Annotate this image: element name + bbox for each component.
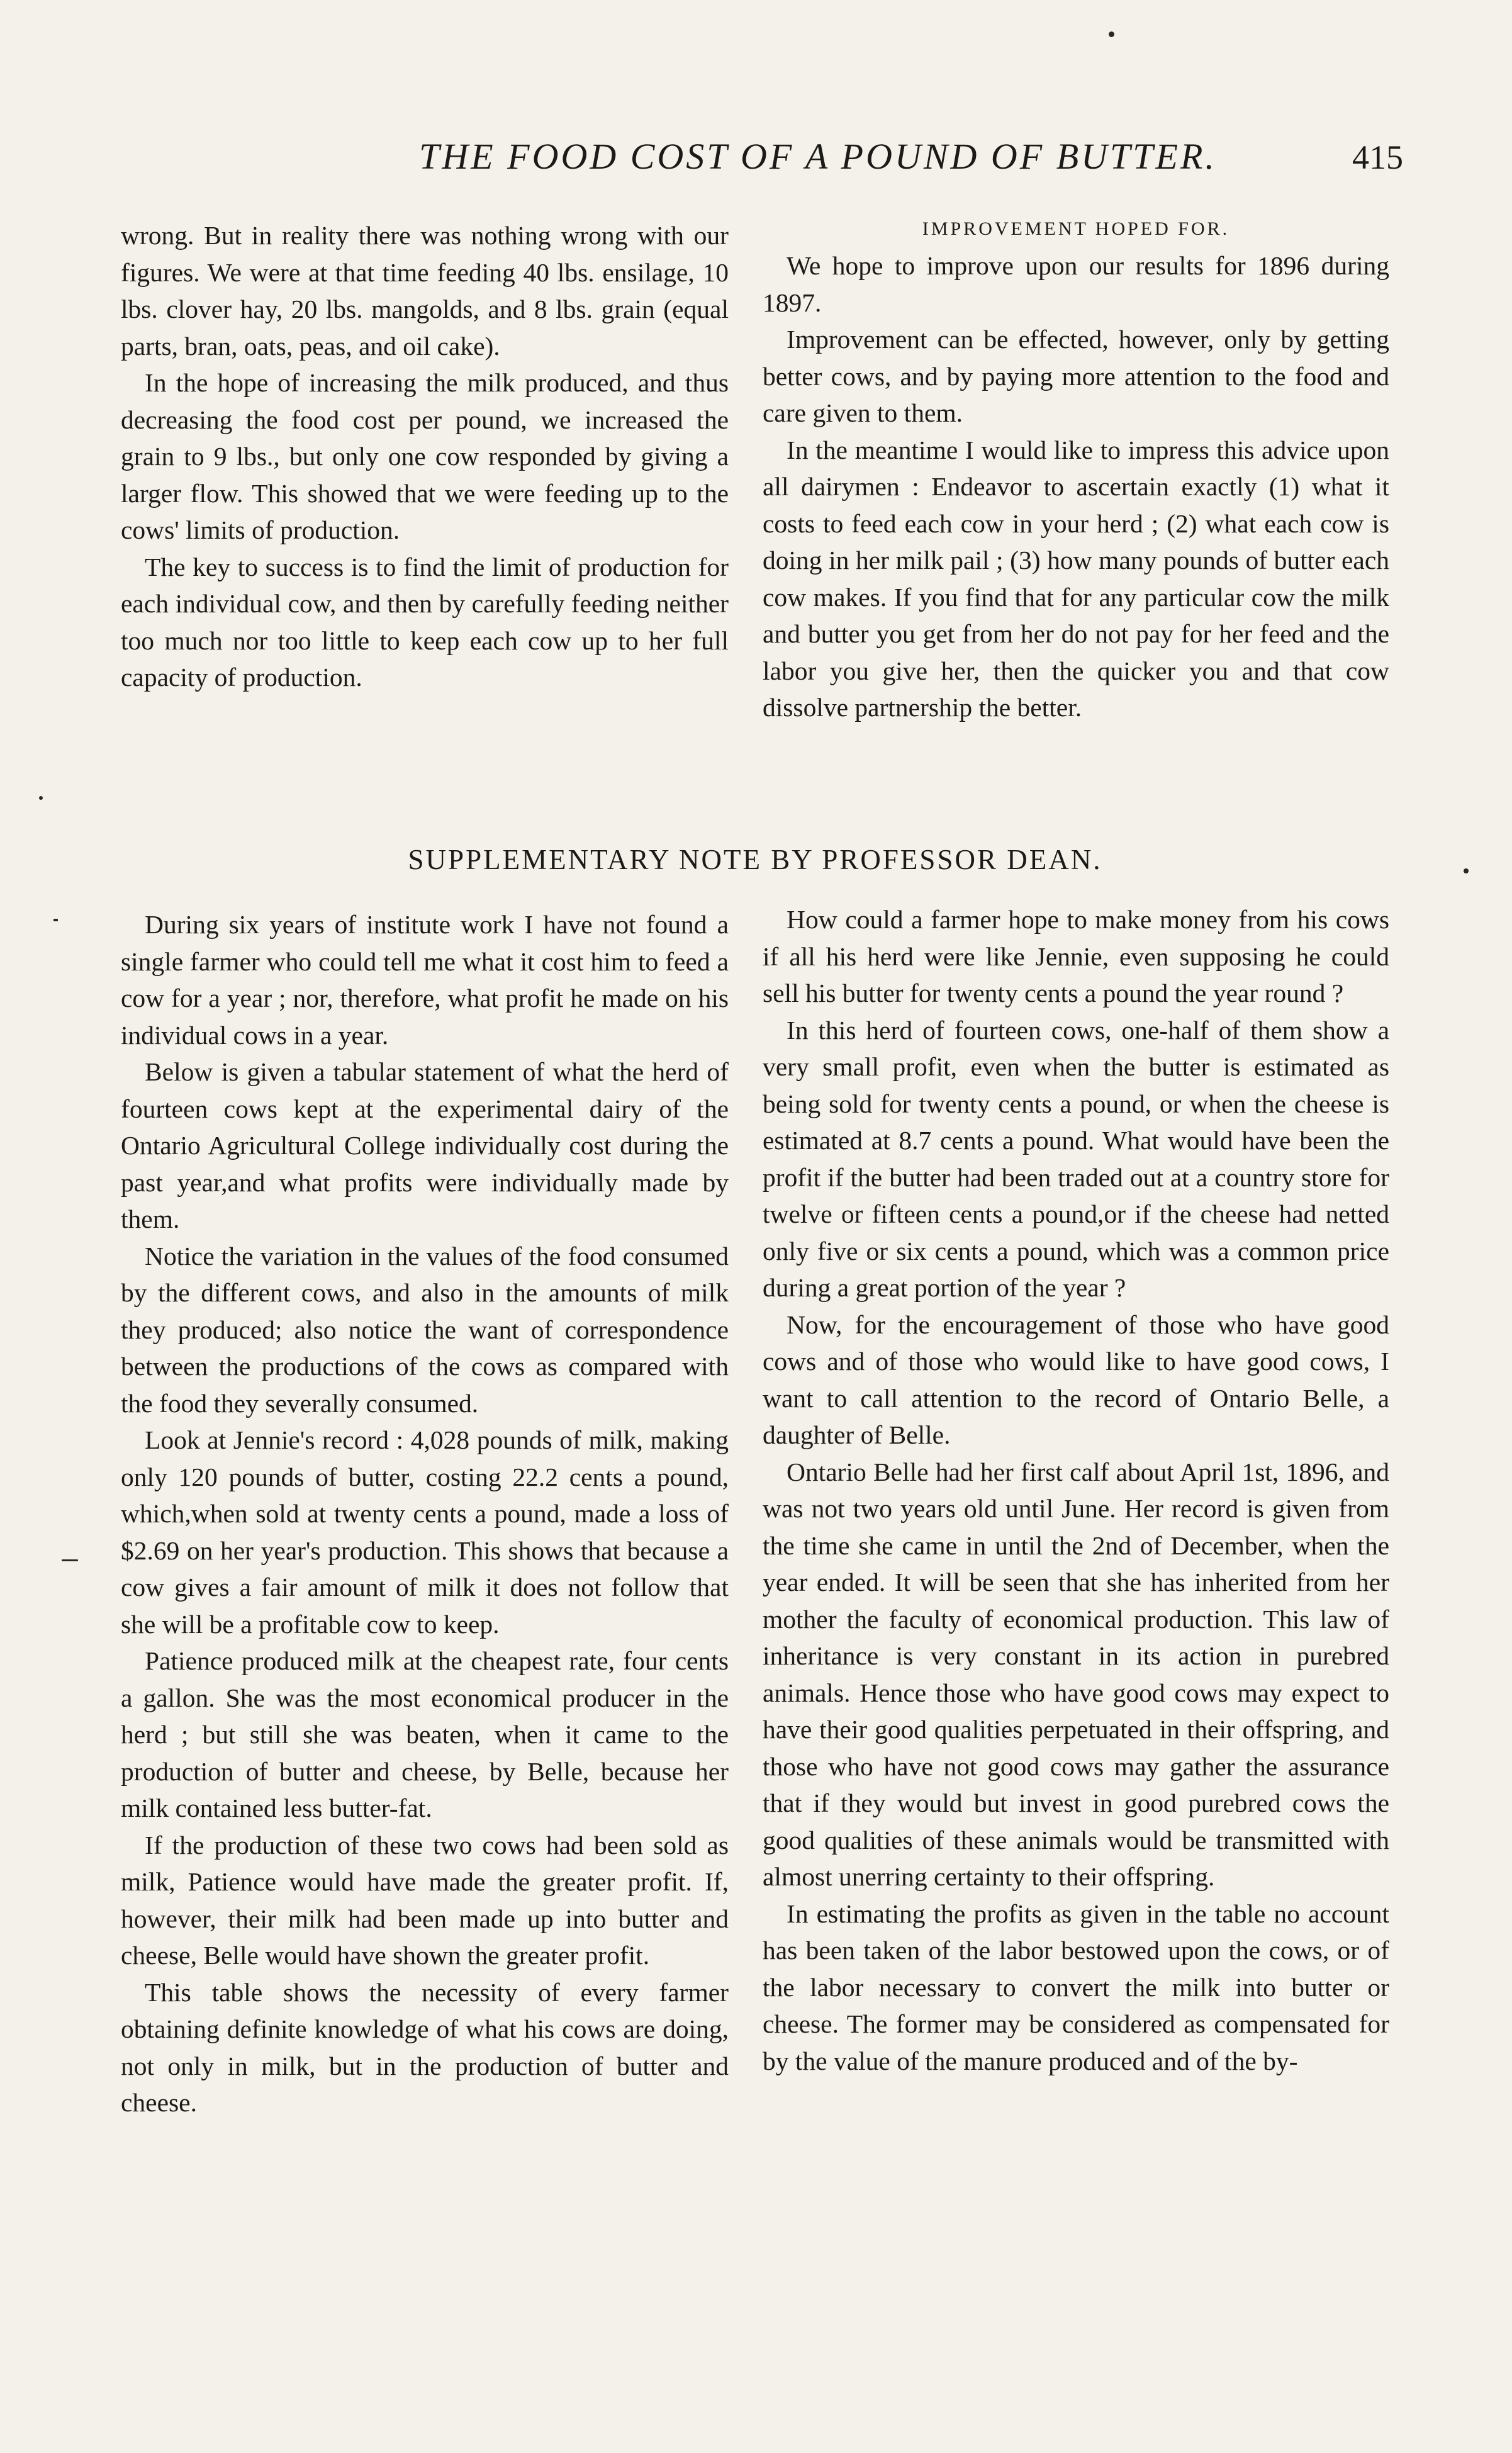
ink-speck	[39, 796, 43, 800]
paragraph: Look at Jennie's record : 4,028 pounds of milk, making only 120 pounds of butter, costing 22.2 cents a pound, which,when sold at twenty cents a pound, made a loss of $2.69 on her year's production. This shows that because a cow gives a fair amount of milk it does not follow that she will be a profitable cow to keep.	[121, 1425, 729, 1639]
ink-speck	[1464, 868, 1469, 873]
paragraph: If the production of these two cows had been sold as milk, Patience would have made the greater profit. If, however, their milk had been made up into butter and cheese, Belle would have shown the greater profit.	[121, 1830, 729, 1970]
paragraph: In the meantime I would like to impress this advice upon all dairymen : Endeavor to ascertain exactly (1) what it costs to feed each cow in your herd ; (2) what each cow is doing in her milk pail ; (3) how many pounds of butter each cow makes. If you find that for any particular cow the milk and butter you get from her do not pay for her feed and the labor you give her, then the quicker you and that cow dissolve partnership the better.	[763, 435, 1389, 722]
column-top-right	[763, 211, 1389, 726]
paragraph: We hope to improve upon our results for 1896 during 1897.	[763, 251, 1389, 317]
paragraph: Below is given a tabular statement of what the herd of fourteen cows kept at the experimental dairy of the Ontario Agricultural College individually cost during the past year,and what profits were individually made by them.	[121, 1057, 729, 1233]
paragraph: How could a farmer hope to make money from his cows if all his herd were like Jennie, even supposing he could sell his butter for twenty cents a pound the year round ?	[763, 905, 1389, 1008]
paragraph: In estimating the profits as given in the table no account has been taken of the labor bestowed upon the cows, or of the labor necessary to convert the milk into butter or cheese. The former may be considered as compensated for by the value of the manure produced and of the by-	[763, 1899, 1389, 2075]
column-bottom-right	[763, 901, 1389, 2079]
subheading: IMPROVEMENT HOPED FOR.	[922, 218, 1230, 239]
ink-speck	[1109, 31, 1114, 37]
paragraph: In this herd of fourteen cows, one-half of them show a very small profit, even when the butter is estimated as being sold for twenty cents a pound, or when the cheese is estimated at 8.7 cents a pound. What would have been the profit if the butter had been traded out at a country store for twelve or fifteen cents a pound,or if the cheese had netted only five or six cents a pound, which was a common price during a great portion of the year ?	[763, 1015, 1389, 1302]
paragraph: During six years of institute work I have not found a single farmer who could tell me what it cost him to feed a cow for a year ; nor, therefore, what profit he made on his individual cows in a year.	[121, 910, 729, 1050]
running-header	[113, 135, 1403, 186]
ink-speck	[62, 1559, 78, 1561]
paragraph: Ontario Belle had her first calf about April 1st, 1896, and was not two years old until June. Her record is given from the time she came in until the 2nd of December, when the year ended. It will be seen that she has inherited from her mother the faculty of economical production. This law of inheritance is very constant in its action in purebred animals. Hence those who have good cows may expect to have their good qualities perpetuated in their offspring, and those who have not good cows may gather the assurance that if they would but invest in good purebred cows the good qualities of these animals would be transmitted with almost unerring certainty to their offspring.	[763, 1457, 1389, 1891]
paragraph: wrong. But in reality there was nothing wrong with our figures. We were at that time feeding 40 lbs. ensilage, 10 lbs. clover hay, 20 lbs. mangolds, and 8 lbs. grain (equal parts, bran, oats, peas, and oil cake).	[121, 221, 729, 361]
paragraph: Now, for the encouragement of those who have good cows and of those who would like to have good cows, I want to call attention to the record of Ontario Belle, a daughter of Belle.	[763, 1310, 1389, 1449]
paragraph: Notice the variation in the values of the food consumed by the different cows, and also in the amounts of milk they produced; also notice the want of correspondence between the productions of the cows as compared with the food they severally consumed.	[121, 1241, 729, 1418]
paragraph: The key to success is to find the limit of production for each individual cow, and then by carefully feeding neither too much nor too little to keep each cow up to her full capacity of production.	[121, 552, 729, 692]
ink-speck	[53, 919, 58, 921]
column-bottom-left	[121, 906, 729, 2121]
running-title: THE FOOD COST OF A POUND OF BUTTER.	[419, 136, 1217, 177]
paragraph: Improvement can be effected, however, only by getting better cows, and by paying more attention to the food and care given to them.	[763, 325, 1389, 427]
paragraph: In the hope of increasing the milk produced, and thus decreasing the food cost per pound, we increased the grain to 9 lbs., but only one cow responded by giving a larger flow. This showed that we were feeding up to the cows' limits of production.	[121, 368, 729, 544]
paragraph: This table shows the necessity of every farmer obtaining definite knowledge of what his cows are doing, not only in milk, but in the production of butter and cheese.	[121, 1977, 729, 2117]
page-number: 415	[1352, 138, 1403, 176]
paragraph: Patience produced milk at the cheapest rate, four cents a gallon. She was the most economical producer in the herd ; but still she was beaten, when it came to the production of butter and cheese, by Belle, because her milk contained less butter-fat.	[121, 1646, 729, 1822]
section-heading: SUPPLEMENTARY NOTE BY PROFESSOR DEAN.	[408, 844, 1102, 875]
column-top-left	[121, 217, 729, 696]
